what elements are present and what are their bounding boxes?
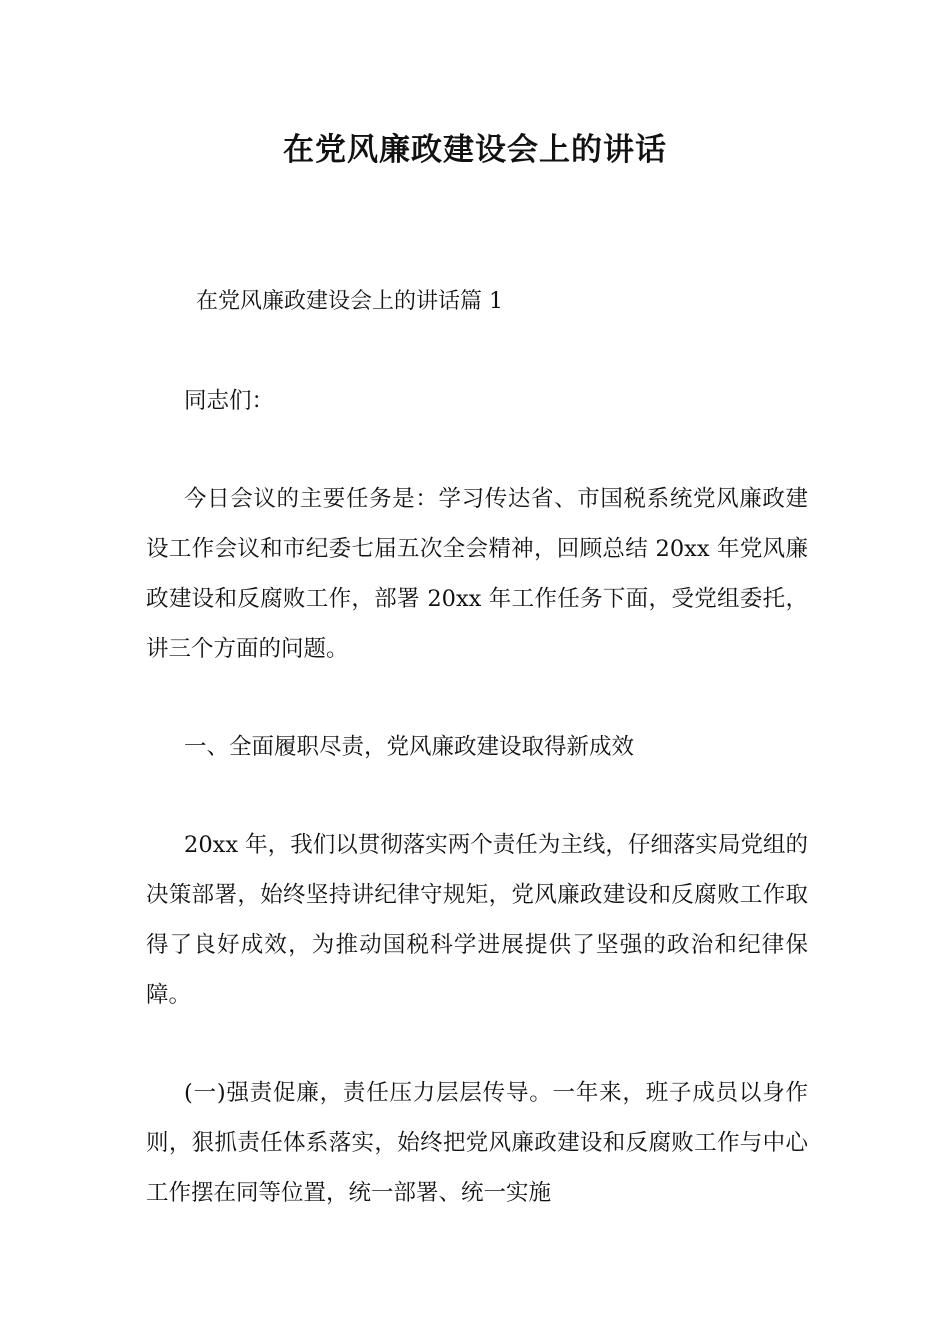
document-subtitle: 在党风廉政建设会上的讲话篇 1	[196, 289, 503, 314]
body-paragraph: (一)强责促廉，责任压力层层传导。一年来，班子成员以身作则，狠抓责任体系落实，始终把党风廉政建设和反腐败工作与中心工作摆在同等位置，统一部署、统一实施	[146, 1080, 808, 1206]
section-heading: 一、全面履职尽责，党风廉政建设取得新成效	[184, 734, 635, 760]
greeting-paragraph: 同志们：	[184, 388, 275, 414]
document-title: 在党风廉政建设会上的讲话	[283, 132, 667, 168]
intro-paragraph: 今日会议的主要任务是：学习传达省、市国税系统党风廉政建设工作会议和市纪委七届五次全会精神，回顾总结 20xx 年党风廉政建设和反腐败工作，部署 20xx 年工作任务下面，受党组委托，讲三个方面的问题。	[146, 486, 808, 662]
body-paragraph: 20xx 年，我们以贯彻落实两个责任为主线，仔细落实局党组的决策部署，始终坚持讲纪律守规矩，党风廉政建设和反腐败工作取得了良好成效，为推动国税科学进展提供了坚强的政治和纪律保障。	[146, 832, 808, 1008]
